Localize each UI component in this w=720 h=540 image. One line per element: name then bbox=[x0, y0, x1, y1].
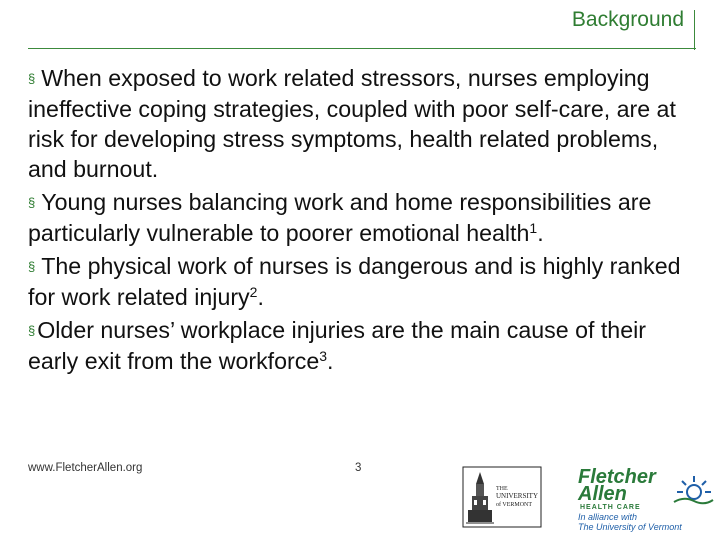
university-of-vermont-seal-logo bbox=[462, 466, 542, 528]
header-rule-horizontal bbox=[28, 48, 696, 49]
bullet-text: Older nurses’ workplace injuries are the main cause of their early exit from the workforce bbox=[28, 317, 646, 374]
uvm-logo-text-2: UNIVERSITY bbox=[496, 492, 538, 500]
header-rule-vertical bbox=[694, 10, 695, 50]
uvm-logo-text-1: THE bbox=[496, 486, 508, 492]
logo-tagline-2: The University of Vermont bbox=[578, 522, 682, 532]
bullet-text: The physical work of nurses is dangerous and is highly ranked for work related injury bbox=[28, 253, 681, 310]
sun-icon bbox=[672, 472, 714, 506]
logo-subtitle: HEALTH CARE bbox=[580, 504, 641, 511]
bullet-tail: . bbox=[257, 284, 264, 310]
citation-superscript: 1 bbox=[529, 220, 538, 236]
bullet-text: When exposed to work related stressors, nurses employing ineffective coping strategies, coupled with poor self-care, are at risk for developing stress symptoms, health related problems, and burnout. bbox=[28, 65, 676, 182]
bullet-marker: § bbox=[28, 323, 36, 338]
page-number: 3 bbox=[355, 462, 362, 474]
bullet-marker: § bbox=[28, 259, 36, 274]
uvm-logo-text-3: of VERMONT bbox=[496, 502, 533, 508]
bullet-tail: . bbox=[327, 348, 334, 374]
bullet-item bbox=[28, 251, 698, 312]
fletcher-allen-logo bbox=[574, 468, 714, 530]
bullet-marker: § bbox=[28, 195, 36, 210]
bullet-list bbox=[28, 63, 698, 379]
bullet-item bbox=[28, 315, 698, 376]
slide-title: Background bbox=[571, 8, 684, 31]
logo-name-fletcher: Fletcher bbox=[578, 466, 656, 488]
bullet-tail: . bbox=[537, 220, 544, 246]
bullet-item bbox=[28, 63, 698, 184]
logo-tagline-1: In alliance with bbox=[578, 512, 638, 522]
logo-name-allen: Allen bbox=[578, 483, 627, 505]
footer-url: www.FletcherAllen.org bbox=[28, 462, 143, 474]
bullet-item bbox=[28, 187, 698, 248]
bullet-marker: § bbox=[28, 71, 36, 86]
bullet-text: Young nurses balancing work and home responsibilities are particularly vulnerable to poorer emotional health bbox=[28, 189, 652, 246]
citation-superscript: 3 bbox=[319, 348, 328, 364]
citation-superscript: 2 bbox=[249, 284, 258, 300]
